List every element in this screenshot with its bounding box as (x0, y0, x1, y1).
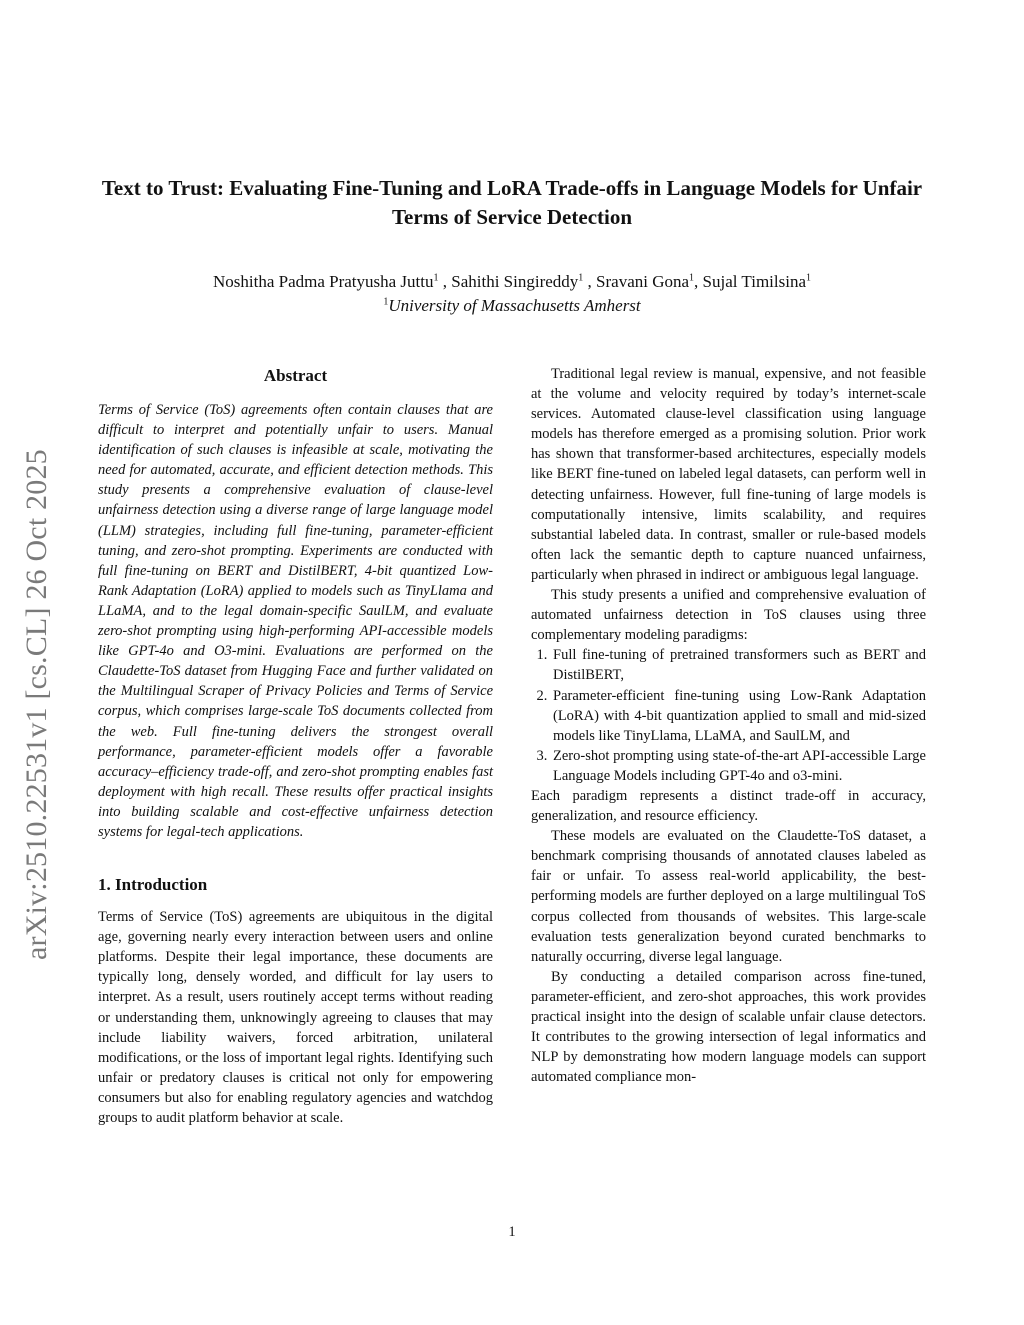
list-item: 2. Parameter-efficient fine-tuning using Low-Rank Adaptation (LoRA) with 4-bit quantization applied to small and mid-sized models like TinyLlama, LLaMA, and SaulLM, and (551, 686, 926, 746)
intro-paragraph: Terms of Service (ToS) agreements are ubiquitous in the digital age, governing nearly every interaction between users and online platforms. Despite their legal importance, these documents are typically long, densely worded, and difficult for lay users to interpret. As a result, users routinely accept terms without reading or understanding them, unknowingly agreeing to clauses that may include liability waivers, forced arbitration, unilateral modifications, or the loss of important legal rights. Identifying such unfair or predatory clauses is critical not only for empowering consumers but also for enabling regulatory agencies and watchdog groups to audit platform behavior at scale. (98, 909, 493, 1126)
author-name: Sahithi Singireddy (451, 272, 579, 291)
affiliation-mark: 1 (383, 296, 389, 308)
author-name: Sujal Timilsina (702, 272, 806, 291)
paradigm-list (531, 645, 926, 786)
intro-paragraph: Traditional legal review is manual, expensive, and not feasible at the volume and velocity required by today’s internet-scale services. Automated clause-level classification using language models has therefore emerged as a promising solution. Prior work has shown that transformer-based architectures, especially models like BERT fine-tuned on labeled legal datasets, can perform well in detecting unfairness. However, full fine-tuning of large models is computationally intensive, limits scalability, and requires substantial labeled data. In contrast, smaller or rule-based models often lack the semantic depth to capture nuanced unfairness, particularly when phrased in indirect or ambiguous legal language. (531, 366, 926, 583)
author-name: Sravani Gona (596, 272, 690, 291)
list-item: 3. Zero-shot prompting using state-of-the-art API-accessible Large Language Models including GPT-4o and o3-mini. (551, 746, 926, 786)
introduction-heading: 1. Introduction (98, 875, 208, 895)
intro-paragraph: This study presents a unified and comprehensive evaluation of automated unfairness detection in ToS clauses using three complementary modeling paradigms: (531, 587, 926, 644)
abstract-heading: Abstract (263, 366, 328, 385)
right-column (531, 364, 926, 1087)
arxiv-stamp: arXiv:2510.22531v1 [cs.CL] 26 Oct 2025 (20, 449, 53, 960)
author-affiliation-mark: 1 (578, 272, 584, 284)
author-affiliation-mark: 1 (433, 272, 439, 284)
intro-paragraph: These models are evaluated on the Claudette-ToS dataset, a benchmark comprising thousands of annotated clauses labeled as fair or unfair. To assess real-world applicability, the best-performing models are further deployed on a large multilingual ToS corpus collected from thousands of websites. This large-scale evaluation tests generalization beyond curated benchmarks to naturally occurring, diverse legal language. (531, 828, 926, 965)
intro-paragraph: By conducting a detailed comparison across fine-tuned, parameter-efficient, and zero-shot approaches, this work provides practical insight into the design of scalable unfair clause detectors. It contributes to the growing intersection of legal informatics and NLP by demonstrating how modern language models can support automated compliance mon- (531, 968, 926, 1086)
affiliation (100, 294, 924, 318)
intro-paragraph: Each paradigm represents a distinct trade-off in accuracy, generalization, and resource efficiency. (531, 787, 926, 825)
left-column (98, 364, 493, 1128)
paper-title: Text to Trust: Evaluating Fine-Tuning and LoRA Trade-offs in Language Models for Unfair Terms of Service Detection (101, 176, 923, 229)
author-list: Noshitha Padma Pratyusha Juttu$^1$ , Sahithi Singireddy$^1$ , Sravani Gona$^1$, Sujal Timilsina$^1$ (212, 272, 811, 291)
author-affiliation-mark: 1 (806, 272, 811, 284)
abstract-text: Terms of Service (ToS) agreements often contain clauses that are difficult to interpret and potentially unfair to users. Manual identification of such clauses is infeasible at scale, motivating the need for automated, accurate, and efficient detection methods. This study presents a comprehensive evaluation of clause-level unfairness detection using a diverse range of large language model (LLM) strategies, including full fine-tuning, parameter-efficient tuning, and zero-shot prompting. Experiments are conducted with full fine-tuning on BERT and DistilBERT, 4-bit quantized Low-Rank Adaptation (LoRA) applied to models such as TinyLlama and LLaMA, and to the legal domain-specific SaulLM, and evaluate zero-shot prompting using high-performing API-accessible models like GPT-4o and O3-mini. Evaluations are performed on the Claudette-ToS dataset from Hugging Face and further validated on the Multilingual Scraper of Privacy Policies and Terms of Service corpus, which comprises large-scale ToS documents collected from the web. Full fine-tuning delivers the strongest overall performance, parameter-efficient models offer a favorable accuracy–efficiency trade-off, and zero-shot prompting enables fast deployment with high recall. These results offer practical insights into building scalable and cost-effective unfairness detection systems for legal-tech applications. (98, 402, 493, 840)
list-item: 1. Full fine-tuning of pretrained transformers such as BERT and DistilBERT, (551, 645, 926, 685)
author-name: Noshitha Padma Pratyusha Juttu (212, 272, 434, 291)
author-affiliation-mark: 1 (689, 272, 695, 284)
affiliation-name: University of Massachusetts Amherst (388, 296, 641, 315)
page-number: 1 (508, 1224, 516, 1240)
